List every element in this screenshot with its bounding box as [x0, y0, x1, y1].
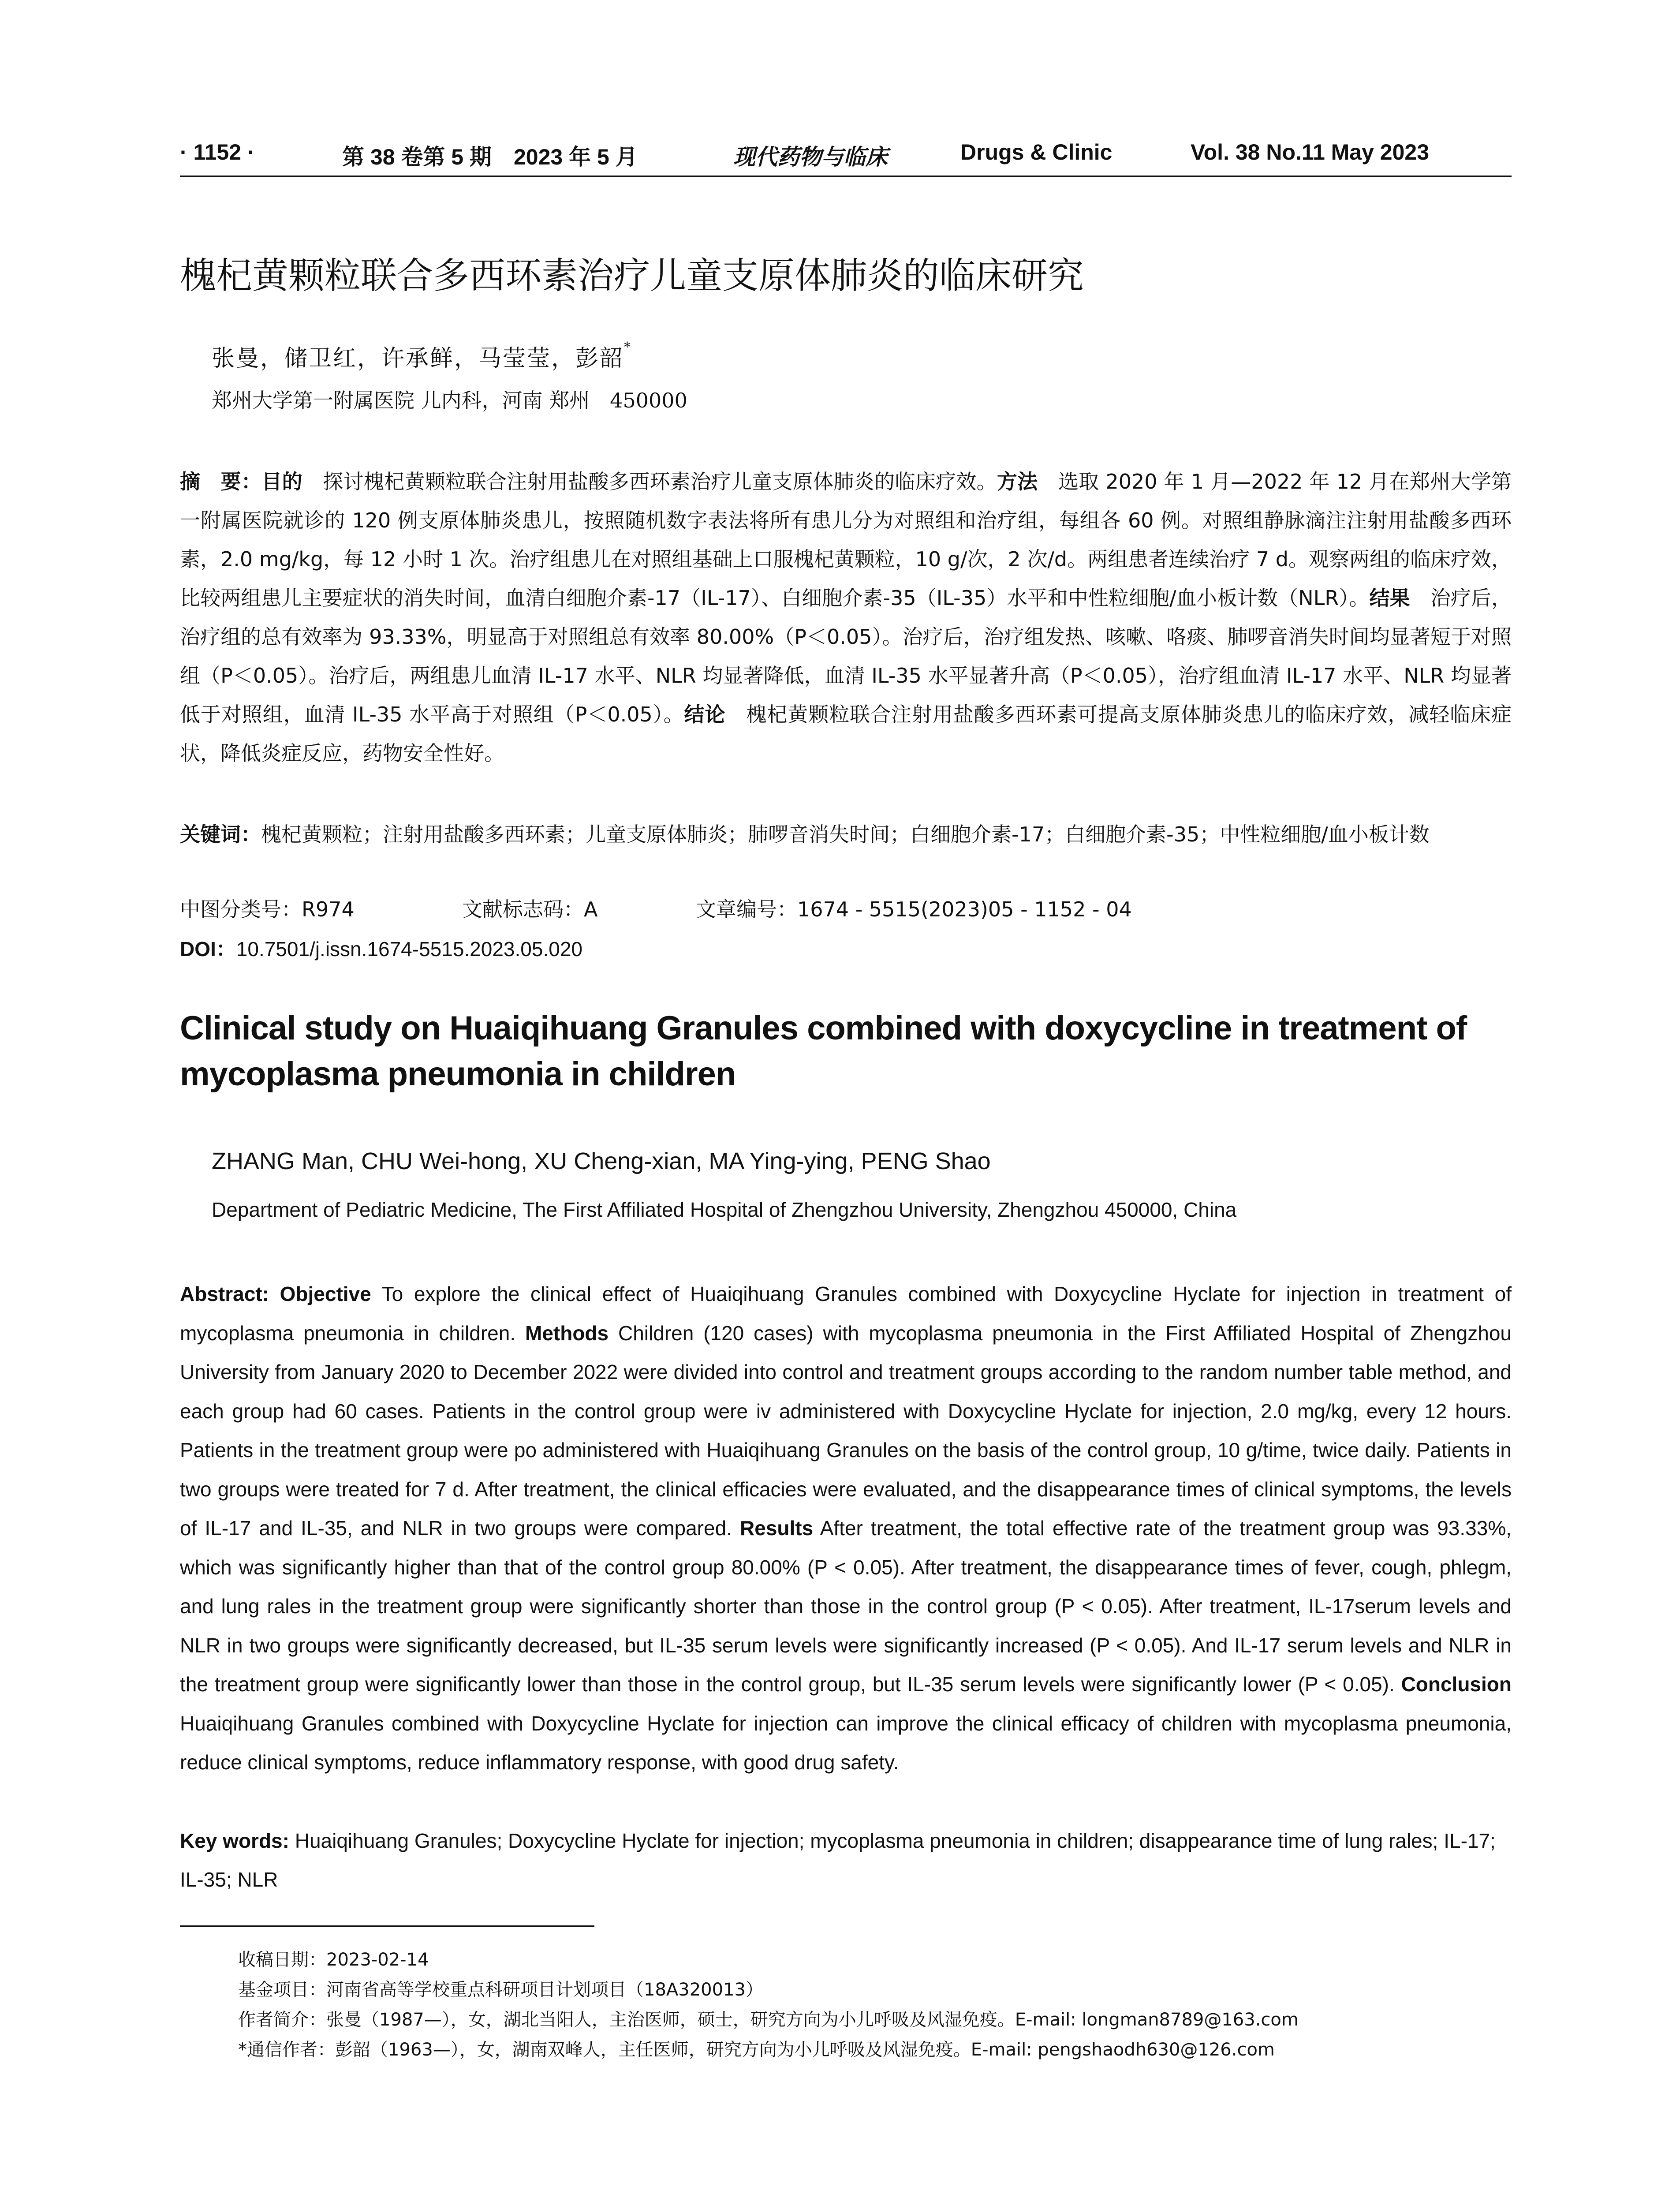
article-number: 文章编号：1674 - 5515(2023)05 - 1152 - 04: [696, 897, 1132, 921]
article-title-cn: 槐杞黄颗粒联合多西环素治疗儿童支原体肺炎的临床研究: [180, 255, 1084, 297]
affiliation-en: Department of Pediatric Medicine, The First Affiliated Hospital of Zhengzhou University, Zhengzhou 450000, China: [212, 1198, 1237, 1221]
journal-name-en: Drugs & Clinic: [960, 140, 1113, 164]
doi-line: [180, 933, 582, 962]
conclusion-label-en: Conclusion: [1401, 1673, 1512, 1696]
methods-text-en: Children (120 cases) with mycoplasma pneumonia in the First Affiliated Hospital of Zhengzhou University from January 2020 to December 2022 were divided into control and treatment groups according to the random number table method, and each group had 60 cases. Patients in the control group were iv administered with Doxycycline Hyclate for injection, 2.0 mg/kg, every 12 hours. Patients in the treatment group were po administered with Huaiqihuang Granules on the basis of the control group, 10 g/time, twice daily. Patients in two groups were treated for 7 d. After treatment, the clinical efficacies were evaluated, and the disappearance times of clinical symptoms, the levels of IL-17 and IL-35, and NLR in two groups were compared.: [180, 1321, 1512, 1540]
results-label-en: Results: [740, 1517, 814, 1540]
authors-cn: [212, 340, 632, 373]
conclusion-text-en: Huaiqihuang Granules combined with Doxycycline Hyclate for injection can improve the clinical efficacy of children with mycoplasma pneumonia, reduce clinical symptoms, reduce inflammatory response, with good drug safety.: [180, 1712, 1512, 1774]
methods-label-en: Methods: [525, 1321, 609, 1345]
issue-en: Vol. 38 No.11 May 2023: [1191, 140, 1430, 164]
footnote-rule: [180, 1925, 594, 1927]
keywords-text-en: Huaiqihuang Granules; Doxycycline Hyclate for injection; mycoplasma pneumonia in children; disappearance time of lung rales; IL-17; IL-35; NLR: [180, 1829, 1496, 1891]
keywords-text-cn: 槐杞黄颗粒；注射用盐酸多西环素；儿童支原体肺炎；肺啰音消失时间；白细胞介素-17；白细胞介素-35；中性粒细胞/血小板计数: [261, 822, 1430, 846]
abstract-label-cn: 摘 要：: [180, 470, 262, 493]
conclusion-label-cn: 结论: [684, 703, 726, 726]
footnote-author-bio: 作者简介：张曼（1987—），女，湖北当阳人，主治医师，硕士，研究方向为小儿呼吸及风湿免疫。E-mail: longman8789@163.com: [238, 2010, 1299, 2030]
header-rule: [180, 176, 1512, 177]
results-text-cn: 治疗后，治疗组的总有效率为 93.33%，明显高于对照组总有效率 80.00%（P＜0.05）。治疗后，治疗组发热、咳嗽、咯痰、肺啰音消失时间均显著短于对照组（P＜0.05）。治疗后，两组患儿血清 IL-17 水平、NLR 均显著降低，血清 IL-35 水平显著升高（P＜0.05），治疗组血清 IL-17 水平、NLR 均显著低于对照组，血清 IL-35 水平高于对照组（P＜0.05）。: [180, 586, 1512, 726]
footnote-corresponding: *通信作者：彭韶（1963—），女，湖南双峰人，主任医师，研究方向为小儿呼吸及风湿免疫。E-mail: pengshaodh630@126.com: [238, 2040, 1275, 2060]
results-text-en: After treatment, the total effective rate of the treatment group was 93.33%, which was significantly higher than that of the control group 80.00% (P < 0.05). After treatment, the disappearance times of fever, cough, phlegm, and lung rales in the treatment group were significantly shorter than those in the control group (P < 0.05). After treatment, IL-17serum levels and NLR in two groups were significantly decreased, but IL-35 serum levels were significantly increased (P < 0.05). And IL-17 serum levels and NLR in the treatment group were significantly lower than those in the control group, but IL-35 serum levels were significantly lower (P < 0.05).: [180, 1517, 1512, 1696]
abstract-en: [180, 1274, 1512, 1782]
keywords-en: [180, 1821, 1512, 1899]
objective-text-cn: 探讨槐杞黄颗粒联合注射用盐酸多西环素治疗儿童支原体肺炎的临床疗效。: [302, 470, 997, 493]
doi-label: DOI：: [180, 938, 236, 960]
objective-label-cn: 目的: [261, 470, 302, 493]
article-title-en: Clinical study on Huaiqihuang Granules combined with doxycycline in treatment of mycoplasma pneumonia in children: [180, 1009, 1467, 1093]
results-label-cn: 结果: [1369, 586, 1410, 610]
objective-label-en: Objective: [280, 1282, 371, 1305]
document-code: 文献标志码：A: [462, 897, 598, 921]
running-header: [180, 139, 1512, 175]
methods-label-cn: 方法: [997, 470, 1038, 493]
clc-number: 中图分类号：R974: [180, 897, 355, 921]
doi-value: 10.7501/j.issn.1674-5515.2023.05.020: [236, 938, 582, 960]
affiliation-cn: 郑州大学第一附属医院 儿内科，河南 郑州 450000: [212, 389, 687, 412]
authors-en: ZHANG Man, CHU Wei-hong, XU Cheng-xian, MA Ying-ying, PENG Shao: [212, 1148, 991, 1174]
methods-text-cn: 选取 2020 年 1 月—2022 年 12 月在郑州大学第一附属医院就诊的 120 例支原体肺炎患儿，按照随机数字表法将所有患儿分为对照组和治疗组，每组各 60 例。对照组静脉滴注注射用盐酸多西环素，2.0 mg/kg，每 12 小时 1 次。治疗组患儿在对照组基础上口服槐杞黄颗粒，10 g/次，2 次/d。两组患者连续治疗 7 d。观察两组的临床疗效，比较两组患儿主要症状的消失时间，血清白细胞介素-17（IL-17）、白细胞介素-35（IL-35）水平和中性粒细胞/血小板计数（NLR）。: [180, 470, 1512, 610]
footnote-fund: 基金项目：河南省高等学校重点科研项目计划项目（18A320013）: [238, 1980, 763, 2000]
abstract-label-en: Abstract:: [180, 1282, 269, 1305]
abstract-cn: [180, 462, 1512, 773]
authors-cn-text: 张曼，储卫红，许承鲜，马莹莹，彭韶: [212, 345, 624, 372]
footnotes: [238, 1945, 1517, 2065]
keywords-label-cn: 关键词：: [180, 822, 261, 846]
issue-cn: 第 38 卷第 5 期 2023 年 5 月: [342, 145, 638, 169]
keywords-label-en: Key words:: [180, 1829, 289, 1852]
page-number: · 1152 ·: [180, 140, 255, 164]
conclusion-text-cn: 槐杞黄颗粒联合注射用盐酸多西环素可提高支原体肺炎患儿的临床疗效，减轻临床症状，降低炎症反应，药物安全性好。: [180, 703, 1512, 765]
footnote-received: 收稿日期：2023-02-14: [238, 1950, 429, 1970]
corresponding-mark: *: [624, 340, 632, 355]
journal-name-cn: 现代药物与临床: [733, 144, 888, 170]
objective-text-en: To explore the clinical effect of Huaiqihuang Granules combined with Doxycycline Hyclate for injection in treatment of mycoplasma pneumonia in children.: [180, 1282, 1512, 1345]
keywords-cn: [180, 815, 1512, 854]
